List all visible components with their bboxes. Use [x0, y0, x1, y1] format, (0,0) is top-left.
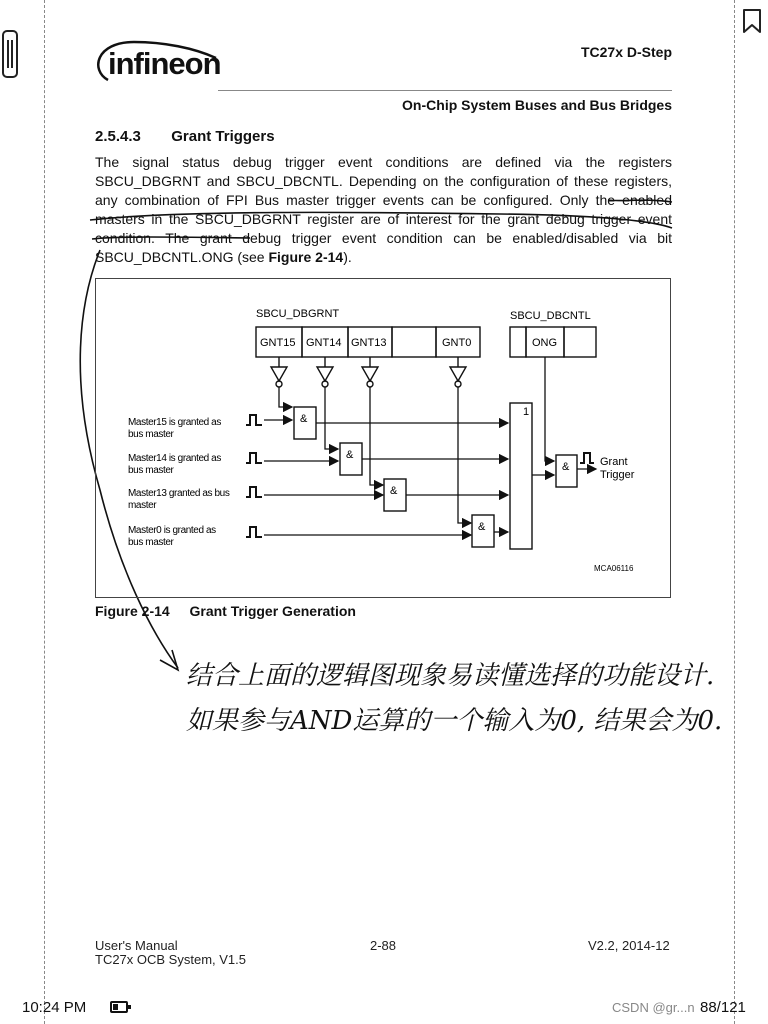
- and-gate-label-4: &: [478, 521, 486, 533]
- footer-system: TC27x OCB System, V1.5: [95, 952, 246, 967]
- and-gate-label-3: &: [390, 485, 398, 497]
- reg1-name: SBCU_DBGRNT: [256, 308, 340, 320]
- output-label-line2: Trigger: [600, 469, 635, 481]
- and-gates: [294, 407, 577, 547]
- header-divider: [218, 90, 672, 91]
- doc-title: TC27x D-Step: [580, 44, 672, 60]
- section-heading: [95, 128, 275, 145]
- and-gate-label-1: &: [300, 413, 308, 425]
- section-title: Grant Triggers: [171, 128, 275, 145]
- reg1-cell-gnt13: GNT13: [351, 337, 387, 349]
- handwritten-note-line2: 如果参与AND运算的一个输入为0, 结果会为0.: [186, 706, 723, 736]
- reg2-cells: [510, 327, 596, 357]
- status-time: 10:24 PM: [22, 999, 87, 1016]
- input-label-master15-line2: bus master: [128, 429, 174, 440]
- input-label-master15-line1: Master15 is granted as: [128, 417, 221, 428]
- and-gate-label-final: &: [562, 461, 570, 473]
- or-gate-label: 1: [523, 406, 530, 418]
- figure-caption: [95, 603, 356, 619]
- inverter-buffers: [271, 357, 466, 387]
- and-gate-label-2: &: [346, 449, 354, 461]
- figure-caption-number: Figure 2-14: [95, 603, 170, 619]
- handwritten-note-line1: 结合上面的逻辑图现象易读懂选择的功能设计.: [186, 661, 715, 691]
- input-label-master0-line1: Master0 is granted as: [128, 525, 216, 536]
- bookmark-icon[interactable]: [742, 8, 762, 34]
- input-label-master14-line1: Master14 is granted as: [128, 453, 221, 464]
- input-label-master13-line1: Master13 granted as bus: [128, 488, 230, 499]
- reg2-cell-ong: ONG: [532, 337, 558, 349]
- input-label-master13-line2: master: [128, 500, 157, 511]
- infineon-logo: [94, 36, 224, 92]
- chapter-title: On-Chip System Buses and Bus Bridges: [402, 97, 672, 113]
- or-gate: [510, 403, 532, 549]
- figure-caption-title: Grant Trigger Generation: [189, 603, 356, 619]
- reg1-cell-gnt14: GNT14: [306, 337, 342, 349]
- grant-trigger-logic-diagram: [96, 279, 670, 597]
- right-margin-guide: [734, 0, 735, 1024]
- reg2-name: SBCU_DBCNTL: [510, 310, 591, 322]
- output-label-line1: Grant: [600, 456, 628, 468]
- brand-name: infineon: [108, 46, 221, 81]
- footer-version: V2.2, 2014-12: [588, 938, 670, 953]
- reg1-cells: [256, 327, 480, 357]
- figure-code: MCA06116: [594, 564, 634, 573]
- menu-handle-icon[interactable]: [2, 30, 18, 78]
- left-margin-guide: [44, 0, 45, 1024]
- battery-icon: [110, 1001, 128, 1013]
- section-number: 2.5.4.3: [95, 128, 141, 145]
- paragraph-end: ).: [343, 249, 352, 265]
- figure-link[interactable]: Figure 2-14: [268, 249, 344, 265]
- paragraph-text: The signal status debug trigger event conditions are defined via the registers SBCU_DBGRNT and SBCU_DBCNTL. Depending on the configuration of these registers, any combination of FPI Bus master trigger events can be configured. Only the enabled masters in the SBCU_DBGRNT register are of interest for the grant debug trigger event condition. The grant debug trigger event condition can be enabled/disabled via bit SBCU_DBCNTL.ONG (see: [95, 154, 672, 265]
- input-label-master0-line2: bus master: [128, 537, 174, 548]
- footer-manual: User's Manual: [95, 938, 178, 953]
- gate-wires: [264, 357, 596, 535]
- footer-page-number: 2-88: [370, 938, 397, 953]
- page-counter[interactable]: 88/121: [700, 999, 746, 1016]
- watermark: CSDN @gr...n: [612, 1000, 695, 1015]
- input-labels: [128, 417, 230, 548]
- reg1-cell-gnt15: GNT15: [260, 337, 296, 349]
- input-label-master14-line2: bus master: [128, 465, 174, 476]
- reg1-cell-gnt0: GNT0: [442, 337, 472, 349]
